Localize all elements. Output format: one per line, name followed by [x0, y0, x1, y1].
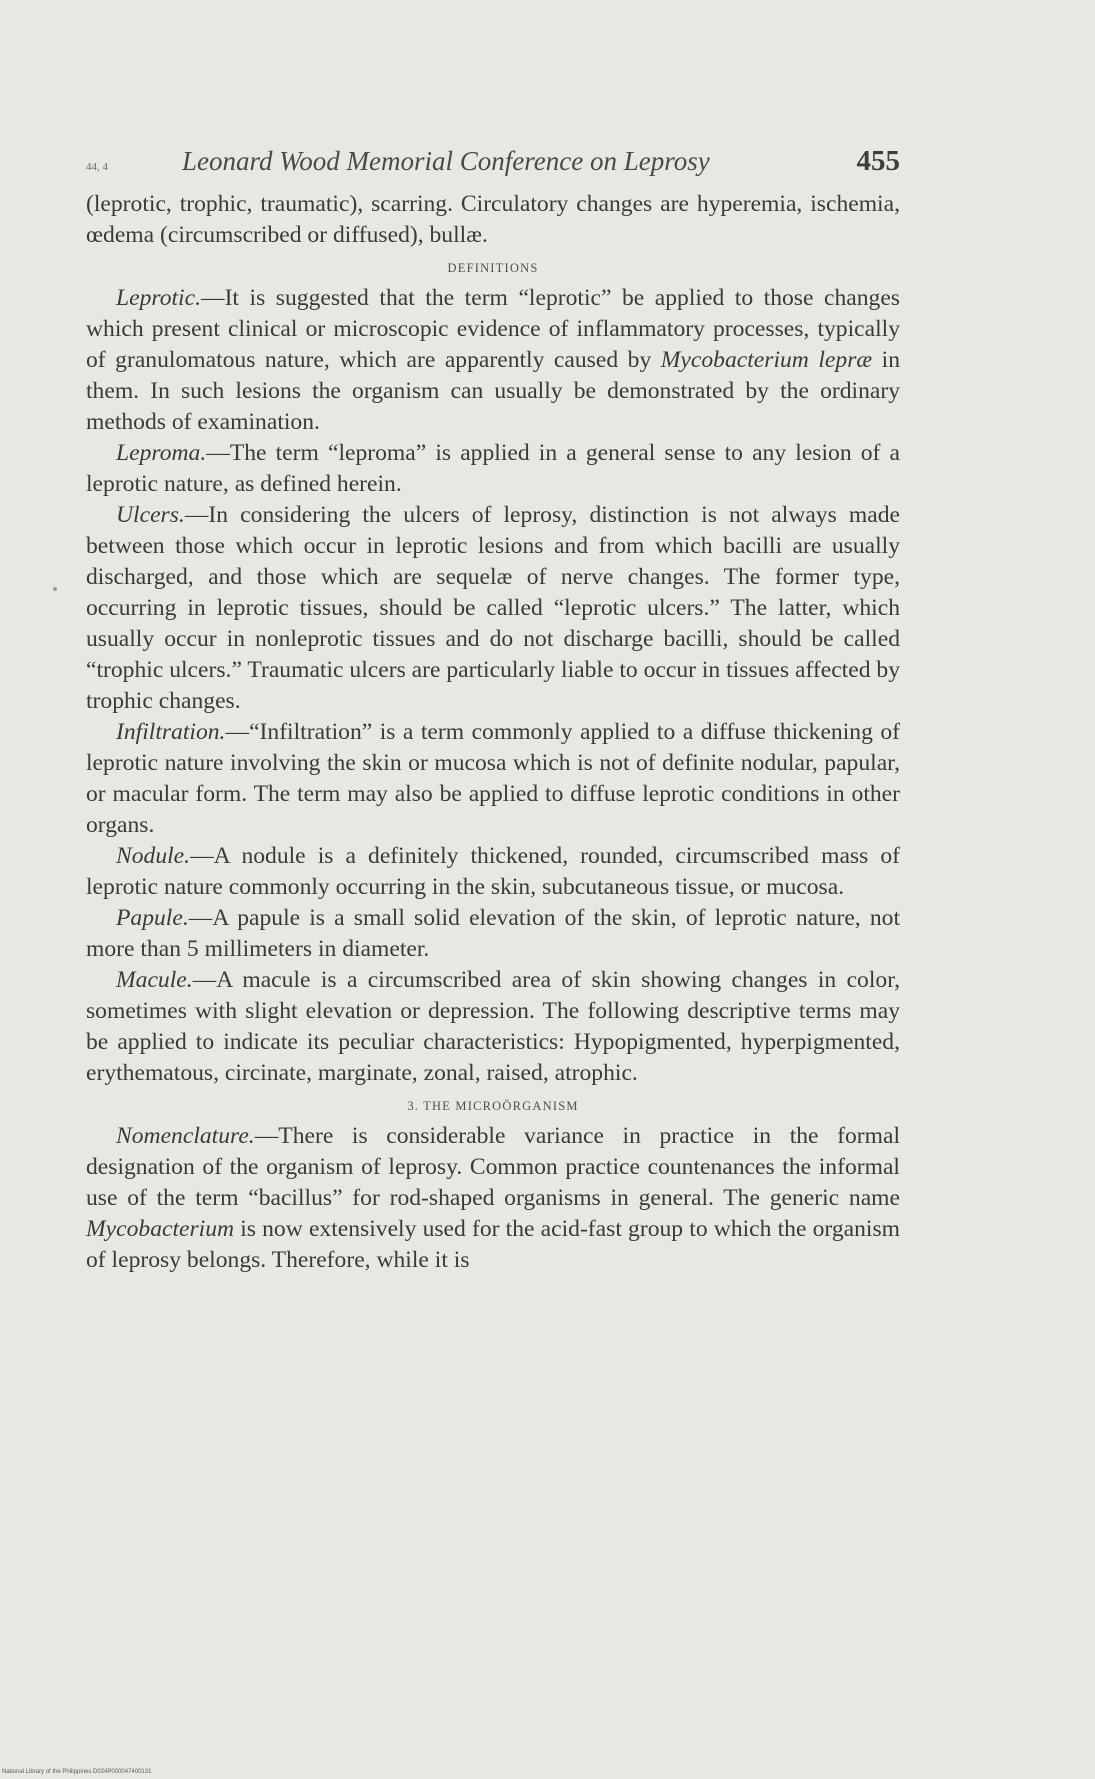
library-stamp: National Library of the Philippines D024P000047400131	[2, 1769, 152, 1775]
paragraph-macule	[86, 965, 900, 1089]
leproma-text: —The term “leproma” is applied in a general sense to any lesion of a leprotic nature, as defined herein.	[86, 440, 900, 497]
volume-number: 44, 4	[86, 161, 108, 173]
paragraph-nomenclature	[86, 1121, 900, 1276]
paragraph-infiltration	[86, 717, 900, 841]
macule-text: —A macule is a circumscribed area of skin showing changes in color, sometimes with slight elevation or depression. The following descriptive terms may be applied to indicate its peculiar characteristics: Hypopigmented, hyperpigmented, erythematous, circinate, marginate, zonal, raised, atrophic.	[86, 967, 900, 1086]
term-leprotic: Leprotic.	[116, 285, 201, 311]
term-nomenclature: Nomenclature.	[116, 1123, 255, 1149]
paragraph-ulcers	[86, 500, 900, 717]
definitions-heading: DEFINITIONS	[447, 261, 539, 275]
ulcers-text: —In considering the ulcers of leprosy, distinction is not always made between those which occur in leprotic lesions and from which bacilli are usually discharged, and those which are sequelæ of nerve changes. The former type, occurring in leprotic tissues, should be called “leprotic ulcers.” The latter, which usually occur in nonleprotic tissues and do not discharge bacilli, should be called “trophic ulcers.” Traumatic ulcers are particularly liable to occur in tissues affected by trophic changes.	[86, 502, 900, 714]
term-infiltration: Infiltration.	[116, 719, 226, 745]
papule-text: —A papule is a small solid elevation of the skin, of leprotic nature, not more than 5 millimeters in diameter.	[86, 905, 900, 962]
leprotic-text-b: in them. In such lesions the organism can usually be demonstrated by the ordinary methods of examination.	[86, 347, 901, 435]
journal-title: Leonard Wood Memorial Conference on Leprosy	[182, 146, 710, 176]
nomenclature-text-a: —There is considerable variance in practice in the formal designation of the organism of leprosy. Common practice countenances the informal use of the term “bacillus” for rod-shaped organisms in general. The generic name	[86, 1123, 900, 1211]
term-papule: Papule.	[116, 905, 189, 931]
term-leproma: Leproma.	[116, 440, 207, 466]
paragraph-leprotic	[86, 283, 900, 438]
infiltration-text: —“Infiltration” is a term commonly applied to a diffuse thickening of leprotic nature involving the skin or mucosa which is not of definite nodular, papular, or macular form. The term may also be applied to diffuse leprotic conditions in other organs.	[86, 719, 900, 838]
microorganism-heading: 3. THE MICROÖRGANISM	[407, 1099, 579, 1113]
paragraph-papule	[86, 903, 900, 965]
paragraph-leproma	[86, 438, 900, 500]
margin-mark	[53, 587, 57, 591]
nodule-text: —A nodule is a definitely thickened, rounded, circumscribed mass of leprotic nature commonly occurring in the skin, subcutaneous tissue, or mucosa.	[86, 843, 900, 900]
leprotic-text-a: —It is suggested that the term “leprotic” be applied to those changes which present clinical or microscopic evidence of inflammatory processes, typically of granulomatous nature, which are apparently caused by	[86, 285, 900, 373]
paragraph-nodule	[86, 841, 900, 903]
running-head	[86, 145, 900, 181]
page-content	[86, 145, 900, 1276]
page-number: 455	[856, 145, 900, 177]
continuation-paragraph: (leprotic, trophic, traumatic), scarring. Circulatory changes are hyperemia, ischemia, œdema (circumscribed or diffused), bullæ.	[86, 191, 900, 248]
leprotic-italic: Mycobacterium lepræ	[660, 347, 873, 373]
term-macule: Macule.	[116, 967, 193, 993]
term-nodule: Nodule.	[116, 843, 191, 869]
nomenclature-italic: Mycobacterium	[86, 1216, 235, 1242]
term-ulcers: Ulcers.	[116, 502, 185, 528]
nomenclature-text-b: is now extensively used for the acid-fast group to which the organism of leprosy belongs. Therefore, while it is	[86, 1216, 900, 1273]
